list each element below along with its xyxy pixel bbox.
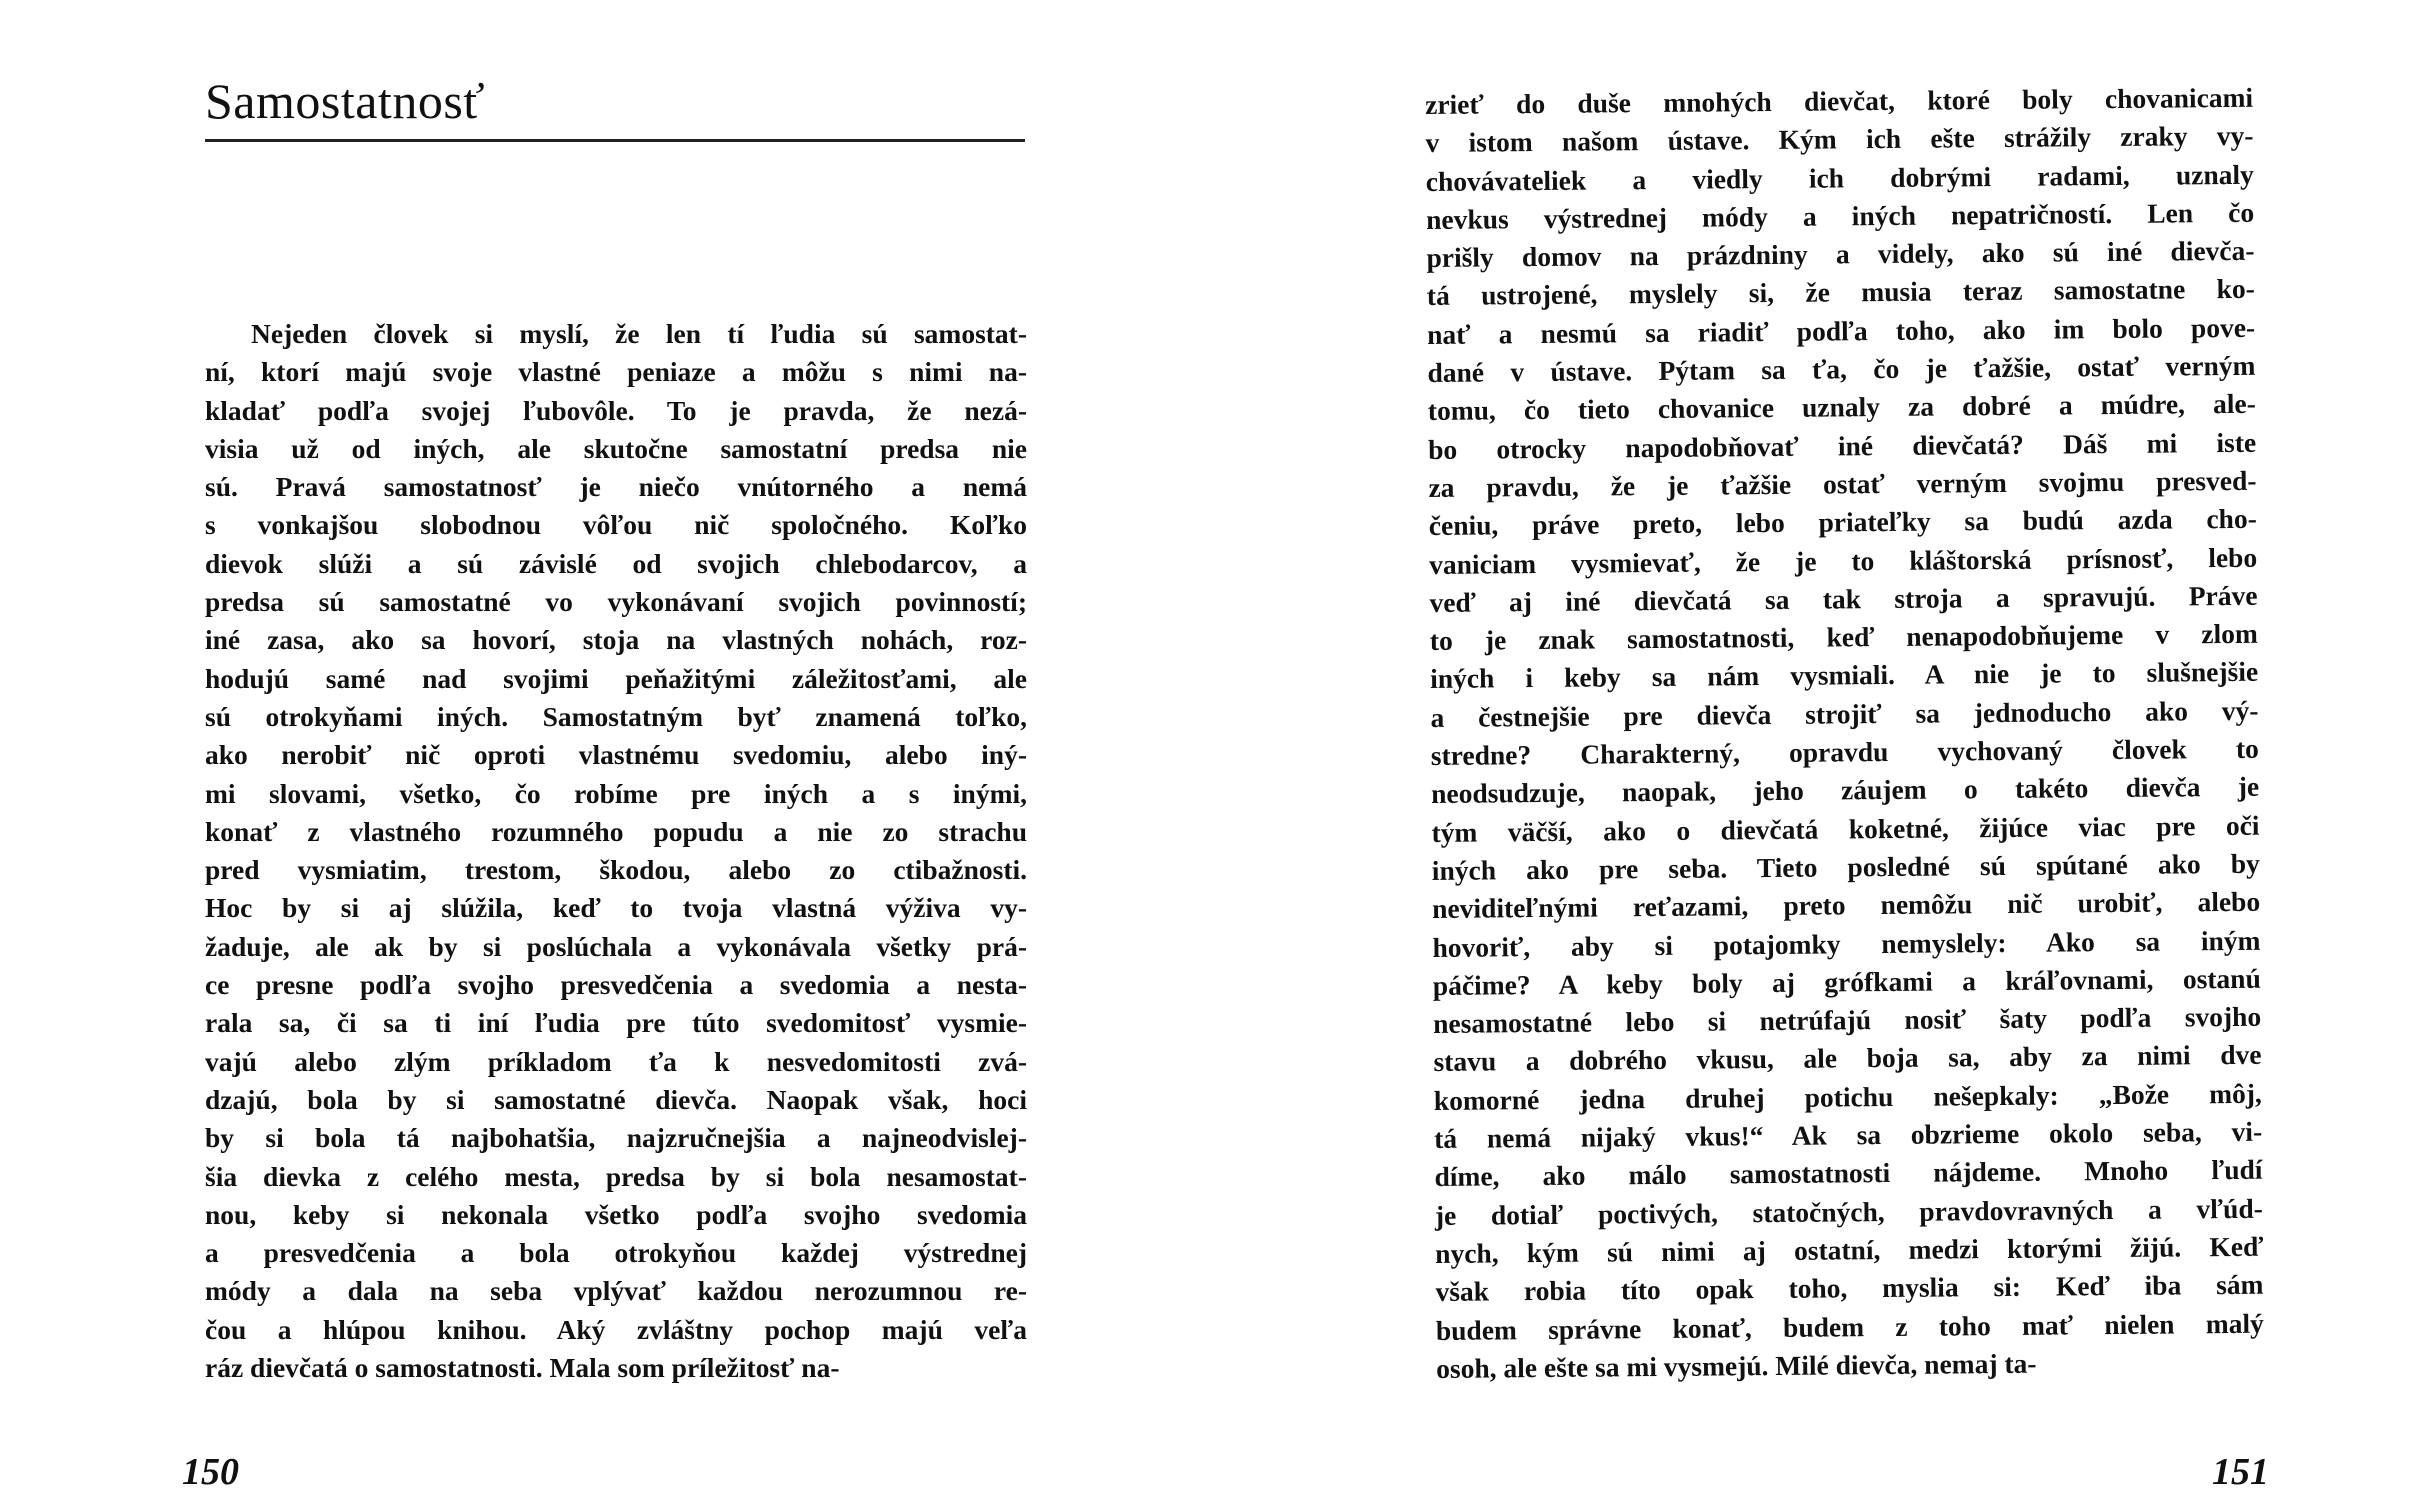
text-line: nych, kým sú nimi aj ostatní, medzi ktorými žijú. Keď <box>1435 1230 2264 1269</box>
text-line: sú otrokyňami iných. Samostatným byť znamená toľko, <box>205 700 1027 732</box>
text-line: tým väčší, ako o dievčatá koketné, žijúce viac pre oči <box>1431 809 2260 848</box>
text-line: neviditeľnými reťazami, preto nemôžu nič urobiť, alebo <box>1432 885 2261 925</box>
text-line: Nejeden človek si myslí, že len tí ľudia sú samostat- <box>251 318 1027 349</box>
text-line: hovoriť, aby si potajomky nemyslely: Ako sa iným <box>1432 924 2261 963</box>
right-body-text <box>1425 79 2264 1388</box>
text-line: módy a dala na seba vplývať každou nerozumnou re- <box>205 1275 1027 1307</box>
text-line: s vonkajšou slobodnou vôľou nič spoločného. Koľko <box>205 509 1027 541</box>
text-line: čeniu, práve preto, lebo priateľky sa budú azda cho- <box>1428 503 2257 542</box>
text-line: komorné jedna druhej potichu nešepkaly: „Bože môj, <box>1433 1077 2262 1116</box>
text-line: konať z vlastného rozumného popudu a nie zo strachu <box>205 815 1027 847</box>
text-line: a presvedčenia a bola otrokyňou každej výstrednej <box>205 1237 1027 1269</box>
text-line: prišly domov na prázdniny a videly, ako sú iné dievča- <box>1426 234 2255 274</box>
page-number-left: 150 <box>182 1451 239 1493</box>
text-line: to je znak samostatnosti, keď nenapodobňujeme v zlom <box>1429 617 2258 657</box>
text-line: žaduje, ale ak by si poslúchala a vykonávala všetky prá- <box>205 930 1027 962</box>
text-line: nevkus výstrednej módy a iných nepatričností. Len čo <box>1426 196 2255 235</box>
text-line: veď aj iné dievčatá sa tak stroja a spravujú. Práve <box>1429 579 2258 618</box>
text-line: osoh, ale ešte sa mi vysmejú. Milé dievča, nemaj ta- <box>1436 1347 2037 1384</box>
text-line: stredne? Charakterný, opravdu vychovaný človek to <box>1430 732 2259 772</box>
page-number-right: 151 <box>2212 1451 2269 1493</box>
text-line: pred vysmiatim, trestom, škodou, alebo zo ctibažnosti. <box>205 854 1027 886</box>
text-line: nou, keby si nekonala všetko podľa svojho svedomia <box>205 1198 1027 1230</box>
text-line: je dotiaľ poctivých, statočných, pravdovravných a vľúd- <box>1434 1192 2263 1231</box>
text-line: nať a nesmú sa riadiť podľa toho, ako im bolo pove- <box>1427 311 2256 350</box>
text-line: ce presne podľa svojho presvedčenia a svedomia a nesta- <box>205 969 1027 1001</box>
right-page <box>1210 0 2420 1500</box>
text-line: by si bola tá najbohatšia, najzručnejšia a najneodvislej- <box>205 1122 1027 1154</box>
text-line: kladať podľa svojej ľubovôle. To je pravda, že nezá- <box>205 394 1027 426</box>
text-line: sú. Pravá samostatnosť je niečo vnútorného a nemá <box>205 471 1027 503</box>
text-line: dzajú, bola by si samostatné dievča. Naopak však, hoci <box>205 1083 1027 1115</box>
text-line: budem správne konať, budem z toho mať nielen malý <box>1435 1307 2264 1346</box>
text-line: hodujú samé nad svojimi peňažitými záležitosťami, ale <box>205 662 1027 694</box>
text-line: Hoc by si aj slúžila, keď to tvoja vlastná výživa vy- <box>205 892 1027 924</box>
text-line: dievok slúži a sú závislé od svojich chlebodarcov, a <box>205 547 1027 579</box>
text-line: neodsudzuje, naopak, jeho záujem o takéto dievča je <box>1431 771 2260 810</box>
text-line: tá ustrojené, myslely si, že musia teraz samostatne ko- <box>1426 273 2255 312</box>
text-line: stavu a dobrého vkusu, ale boja sa, aby za nimi dve <box>1433 1039 2262 1078</box>
text-line: ako nerobiť nič oproti vlastnému svedomiu, alebo iný- <box>205 739 1027 771</box>
text-line: v istom našom ústave. Kým ich ešte strážily zraky vy- <box>1425 120 2254 159</box>
text-line: iných ako pre seba. Tieto posledné sú spútané ako by <box>1431 847 2260 886</box>
text-line: predsa sú samostatné vo vykonávaní svojich povinností; <box>205 586 1027 618</box>
text-line: a čestnejšie pre dievča strojiť sa jednoducho ako vý- <box>1430 694 2259 733</box>
text-line: chovávateliek a viedly ich dobrými radami, uznaly <box>1425 158 2254 197</box>
text-line: však robia títo opak toho, myslia si: Keď iba sám <box>1435 1268 2264 1308</box>
text-line: mi slovami, všetko, čo robíme pre iných a s inými, <box>205 777 1027 809</box>
text-line: vajú alebo zlým príkladom ťa k nesvedomitosti zvá- <box>205 1045 1027 1077</box>
left-body-text <box>205 315 1027 1387</box>
text-line: šia dievka z celého mesta, predsa by si bola nesamostat- <box>205 1160 1027 1192</box>
text-line: díme, ako málo samostatnosti nájdeme. Mnoho ľudí <box>1434 1154 2263 1193</box>
text-line: ní, ktorí majú svoje vlastné peniaze a môžu s nimi na- <box>205 356 1027 388</box>
text-line: tomu, čo tieto chovanice uznaly za dobré a múdre, ale- <box>1427 388 2256 427</box>
title-underline <box>205 139 1025 142</box>
text-line: nesamostatné lebo si netrúfajú nosiť šaty podľa svojho <box>1433 1000 2262 1040</box>
text-line: za pravdu, že je ťažšie ostať verným svojmu presved- <box>1428 464 2257 503</box>
text-line: rala sa, či sa ti iní ľudia pre túto svedomitosť vysmie- <box>205 1007 1027 1039</box>
text-line: vaniciam vysmievať, že je to kláštorská prísnosť, lebo <box>1429 541 2258 580</box>
text-line: iné zasa, ako sa hovorí, stoja na vlastných nohách, roz- <box>205 624 1027 656</box>
text-line: dané v ústave. Pýtam sa ťa, čo je ťažšie, ostať verným <box>1427 349 2256 389</box>
text-line: iných i keby sa nám vysmiali. A nie je to slušnejšie <box>1430 656 2259 695</box>
text-line: tá nemá nijaký vkus!“ Ak sa obzrieme okolo seba, vi- <box>1434 1115 2263 1154</box>
chapter-title: Samostatnosť <box>205 73 486 129</box>
text-line: páčime? A keby boly aj grófkami a kráľovnami, ostanú <box>1432 962 2261 1001</box>
text-line: čou a hlúpou knihou. Aký zvláštny pochop majú veľa <box>205 1313 1027 1345</box>
text-line: ráz dievčatá o samostatnosti. Mala som príležitosť na- <box>205 1352 840 1384</box>
text-line: bo otrocky napodobňovať iné dievčatá? Dáš mi iste <box>1428 426 2257 465</box>
text-line: zrieť do duše mnohých dievčat, ktoré boly chovanicami <box>1425 81 2254 120</box>
text-line: visia už od iných, ale skutočne samostatní predsa nie <box>205 432 1027 464</box>
